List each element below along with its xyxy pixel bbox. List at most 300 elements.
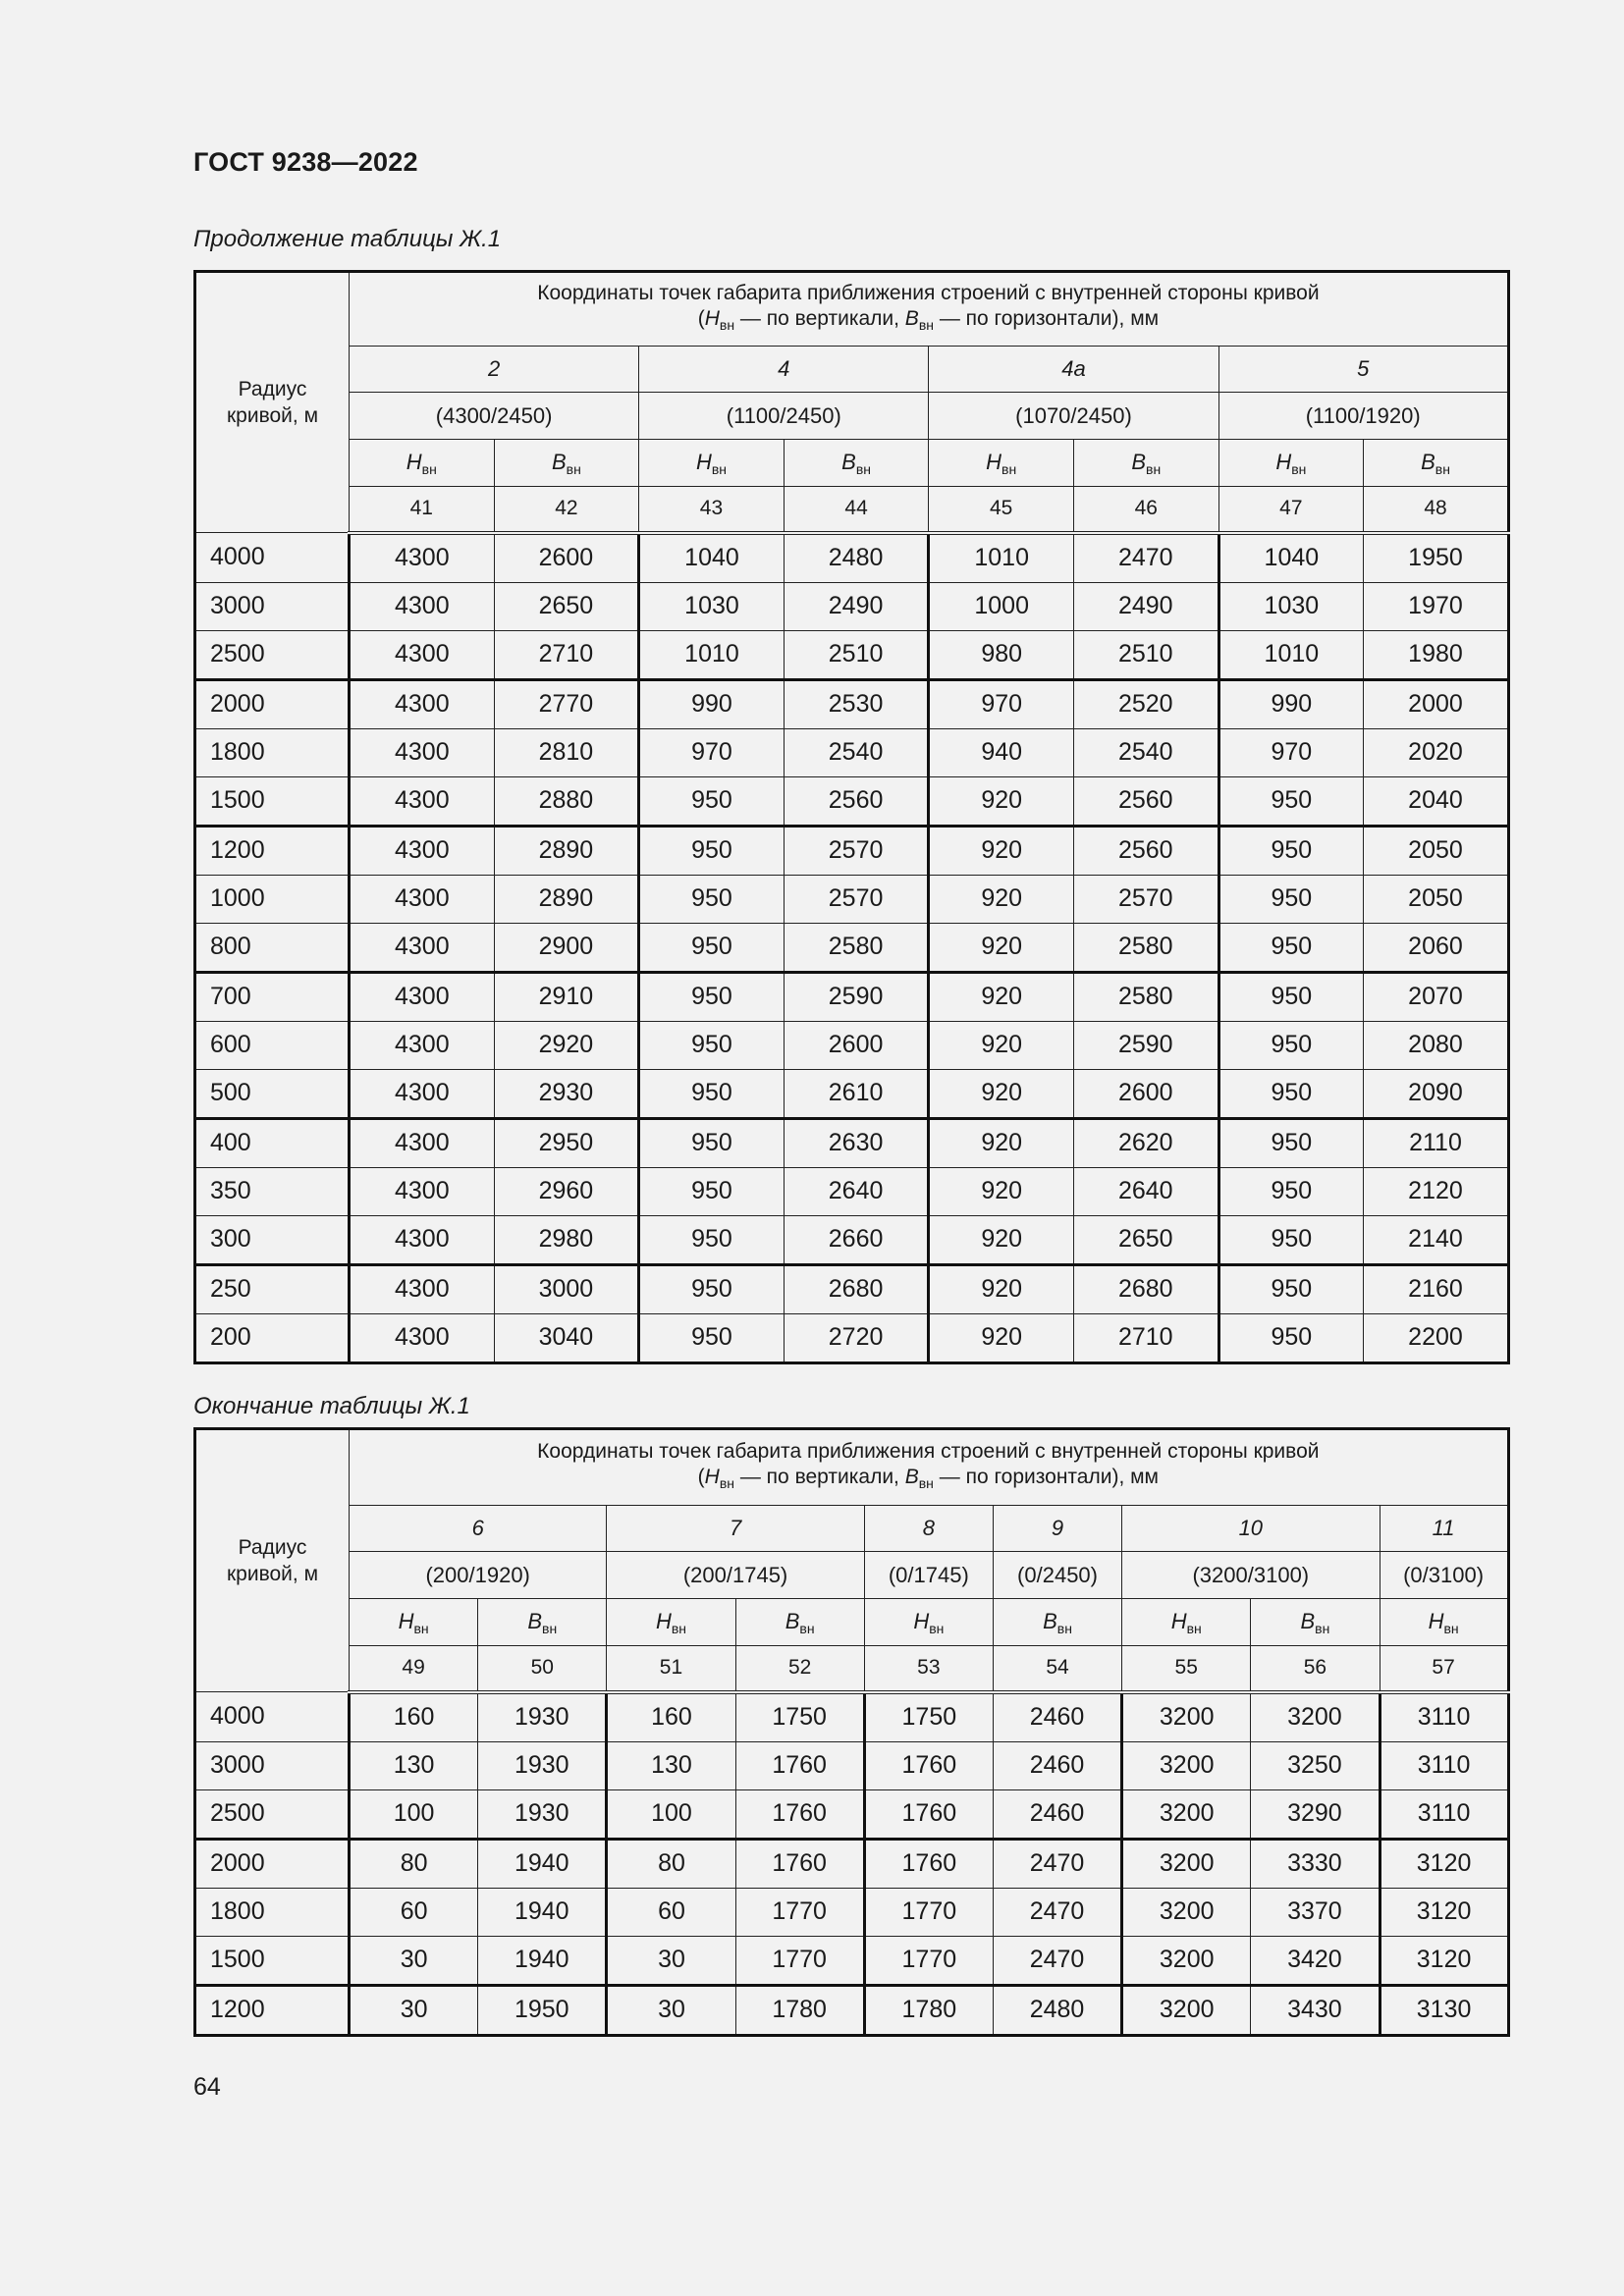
point-params: (0/3100) xyxy=(1380,1552,1508,1599)
value-cell: 3200 xyxy=(1251,1692,1380,1742)
value-cell: 990 xyxy=(1218,679,1364,728)
radius-cell: 1800 xyxy=(195,728,350,776)
table-row xyxy=(195,1313,1509,1362)
value-cell: 2080 xyxy=(1364,1021,1509,1069)
value-cell: 4300 xyxy=(350,630,495,679)
table2-body xyxy=(195,1692,1509,2036)
table-row xyxy=(195,1936,1509,1985)
value-cell: 4300 xyxy=(350,923,495,972)
value-cell: 2960 xyxy=(494,1167,639,1215)
value-cell: 2630 xyxy=(784,1118,929,1167)
b-variable: $B_{вн}$ xyxy=(993,1599,1121,1646)
value-cell: 2490 xyxy=(1073,582,1218,630)
value-cell: 1930 xyxy=(478,1789,607,1839)
table-row xyxy=(195,923,1509,972)
column-number: 45 xyxy=(929,487,1074,533)
column-number: 44 xyxy=(784,487,929,533)
value-cell: 1750 xyxy=(864,1692,993,1742)
value-cell: 1040 xyxy=(639,533,785,583)
value-cell: 4300 xyxy=(350,728,495,776)
table-row xyxy=(195,875,1509,923)
table-row xyxy=(195,728,1509,776)
table-row xyxy=(195,1215,1509,1264)
value-cell: 2200 xyxy=(1364,1313,1509,1362)
value-cell: 2460 xyxy=(993,1789,1121,1839)
table-row xyxy=(195,776,1509,826)
point-number: 6 xyxy=(350,1506,607,1552)
value-cell: 1040 xyxy=(1218,533,1364,583)
value-cell: 2710 xyxy=(494,630,639,679)
value-cell: 2650 xyxy=(494,582,639,630)
point-number: 2 xyxy=(350,347,639,393)
value-cell: 130 xyxy=(607,1741,735,1789)
b-variable: $B_{вн}$ xyxy=(784,440,929,487)
value-cell: 2650 xyxy=(1073,1215,1218,1264)
value-cell: 3200 xyxy=(1122,1741,1251,1789)
value-cell: 950 xyxy=(1218,1167,1364,1215)
value-cell: 920 xyxy=(929,776,1074,826)
radius-cell: 200 xyxy=(195,1313,350,1362)
point-params: (3200/3100) xyxy=(1122,1552,1380,1599)
value-cell: 2050 xyxy=(1364,826,1509,875)
value-cell: 4300 xyxy=(350,1118,495,1167)
value-cell: 4300 xyxy=(350,1021,495,1069)
radius-header: Радиус кривой, м xyxy=(195,272,350,533)
value-cell: 1760 xyxy=(735,1839,864,1888)
column-number: 49 xyxy=(350,1646,478,1692)
value-cell: 2950 xyxy=(494,1118,639,1167)
value-cell: 2020 xyxy=(1364,728,1509,776)
b-variable: $B_{вн}$ xyxy=(735,1599,864,1646)
value-cell: 1010 xyxy=(1218,630,1364,679)
value-cell: 4300 xyxy=(350,1264,495,1313)
value-cell: 160 xyxy=(607,1692,735,1742)
value-cell: 920 xyxy=(929,826,1074,875)
value-cell: 1010 xyxy=(639,630,785,679)
value-cell: 4300 xyxy=(350,533,495,583)
value-cell: 3200 xyxy=(1122,1839,1251,1888)
value-cell: 2600 xyxy=(1073,1069,1218,1118)
value-cell: 2530 xyxy=(784,679,929,728)
value-cell: 2680 xyxy=(784,1264,929,1313)
table-row xyxy=(195,1118,1509,1167)
point-params-row xyxy=(195,393,1509,440)
value-cell: 4300 xyxy=(350,826,495,875)
value-cell: 4300 xyxy=(350,875,495,923)
value-cell: 2520 xyxy=(1073,679,1218,728)
column-number: 47 xyxy=(1218,487,1364,533)
column-number: 41 xyxy=(350,487,495,533)
value-cell: 2640 xyxy=(784,1167,929,1215)
value-cell: 60 xyxy=(350,1888,478,1936)
value-cell: 1770 xyxy=(735,1888,864,1936)
value-cell: 970 xyxy=(639,728,785,776)
column-number: 46 xyxy=(1073,487,1218,533)
value-cell: 4300 xyxy=(350,1069,495,1118)
radius-cell: 3000 xyxy=(195,1741,350,1789)
value-cell: 2460 xyxy=(993,1692,1121,1742)
table-row xyxy=(195,1789,1509,1839)
table2 xyxy=(193,1427,1510,2037)
value-cell: 1950 xyxy=(478,1985,607,2035)
value-cell: 2600 xyxy=(494,533,639,583)
value-cell: 1030 xyxy=(1218,582,1364,630)
table-row xyxy=(195,1021,1509,1069)
value-cell: 160 xyxy=(350,1692,478,1742)
value-cell: 1010 xyxy=(929,533,1074,583)
value-cell: 950 xyxy=(639,1118,785,1167)
value-cell: 920 xyxy=(929,923,1074,972)
point-number: 9 xyxy=(993,1506,1121,1552)
table-row xyxy=(195,972,1509,1021)
value-cell: 920 xyxy=(929,875,1074,923)
value-cell: 3290 xyxy=(1251,1789,1380,1839)
point-number: 4 xyxy=(639,347,929,393)
column-number: 51 xyxy=(607,1646,735,1692)
value-cell: 950 xyxy=(639,1215,785,1264)
column-number-row xyxy=(195,1646,1509,1692)
b-variable: $B_{вн}$ xyxy=(494,440,639,487)
value-cell: 2470 xyxy=(993,1888,1121,1936)
radius-cell: 800 xyxy=(195,923,350,972)
radius-cell: 600 xyxy=(195,1021,350,1069)
value-cell: 2980 xyxy=(494,1215,639,1264)
value-cell: 950 xyxy=(1218,776,1364,826)
value-cell: 2110 xyxy=(1364,1118,1509,1167)
radius-cell: 1500 xyxy=(195,776,350,826)
table2-caption: Окончание таблицы Ж.1 xyxy=(193,1393,470,1419)
value-cell: 2900 xyxy=(494,923,639,972)
table-row xyxy=(195,582,1509,630)
value-cell: 2050 xyxy=(1364,875,1509,923)
value-cell: 100 xyxy=(350,1789,478,1839)
b-variable: $B_{вн}$ xyxy=(1073,440,1218,487)
value-cell: 2580 xyxy=(1073,972,1218,1021)
value-cell: 2890 xyxy=(494,875,639,923)
column-number: 42 xyxy=(494,487,639,533)
radius-cell: 1200 xyxy=(195,826,350,875)
value-cell: 940 xyxy=(929,728,1074,776)
radius-cell: 350 xyxy=(195,1167,350,1215)
h-variable: $H_{вн}$ xyxy=(350,440,495,487)
value-cell: 950 xyxy=(639,923,785,972)
value-cell: 2090 xyxy=(1364,1069,1509,1118)
b-variable: $B_{вн}$ xyxy=(478,1599,607,1646)
value-cell: 2910 xyxy=(494,972,639,1021)
b-variable: $B_{вн}$ xyxy=(1364,440,1509,487)
value-cell: 3130 xyxy=(1380,1985,1508,2035)
value-cell: 2930 xyxy=(494,1069,639,1118)
value-cell: 2470 xyxy=(993,1936,1121,1985)
value-cell: 950 xyxy=(639,1167,785,1215)
value-cell: 1780 xyxy=(735,1985,864,2035)
table1-body xyxy=(195,533,1509,1363)
table-row xyxy=(195,1839,1509,1888)
point-params: (200/1745) xyxy=(607,1552,864,1599)
value-cell: 4300 xyxy=(350,582,495,630)
b-variable: $B_{вн}$ xyxy=(1251,1599,1380,1646)
value-cell: 3120 xyxy=(1380,1839,1508,1888)
value-cell: 2040 xyxy=(1364,776,1509,826)
value-cell: 950 xyxy=(1218,972,1364,1021)
value-cell: 2570 xyxy=(784,875,929,923)
value-cell: 2510 xyxy=(1073,630,1218,679)
value-cell: 2580 xyxy=(784,923,929,972)
value-cell: 2000 xyxy=(1364,679,1509,728)
table1-caption: Продолжение таблицы Ж.1 xyxy=(193,226,502,252)
h-variable: $H_{вн}$ xyxy=(1122,1599,1251,1646)
table-row xyxy=(195,1264,1509,1313)
value-cell: 60 xyxy=(607,1888,735,1936)
table-row xyxy=(195,630,1509,679)
value-cell: 30 xyxy=(350,1985,478,2035)
column-number: 55 xyxy=(1122,1646,1251,1692)
value-cell: 2600 xyxy=(784,1021,929,1069)
value-cell: 1760 xyxy=(864,1741,993,1789)
column-number-row xyxy=(195,487,1509,533)
radius-cell: 1000 xyxy=(195,875,350,923)
value-cell: 3110 xyxy=(1380,1789,1508,1839)
column-number: 52 xyxy=(735,1646,864,1692)
value-cell: 1980 xyxy=(1364,630,1509,679)
value-cell: 2890 xyxy=(494,826,639,875)
value-cell: 3110 xyxy=(1380,1741,1508,1789)
value-cell: 130 xyxy=(350,1741,478,1789)
point-number-row xyxy=(195,1506,1509,1552)
value-cell: 2560 xyxy=(1073,776,1218,826)
value-cell: 2480 xyxy=(784,533,929,583)
h-variable: $H_{вн}$ xyxy=(864,1599,993,1646)
value-cell: 920 xyxy=(929,972,1074,1021)
point-params: (200/1920) xyxy=(350,1552,607,1599)
value-cell: 920 xyxy=(929,1264,1074,1313)
point-params: (1100/2450) xyxy=(639,393,929,440)
value-cell: 3200 xyxy=(1122,1985,1251,2035)
value-cell: 2620 xyxy=(1073,1118,1218,1167)
table-row xyxy=(195,1741,1509,1789)
value-cell: 920 xyxy=(929,1167,1074,1215)
variable-row xyxy=(195,1599,1509,1646)
value-cell: 950 xyxy=(639,776,785,826)
point-number: 11 xyxy=(1380,1506,1508,1552)
value-cell: 950 xyxy=(1218,1313,1364,1362)
value-cell: 3120 xyxy=(1380,1936,1508,1985)
value-cell: 1940 xyxy=(478,1936,607,1985)
table-row xyxy=(195,679,1509,728)
radius-cell: 400 xyxy=(195,1118,350,1167)
value-cell: 920 xyxy=(929,1021,1074,1069)
value-cell: 1030 xyxy=(639,582,785,630)
h-variable: $H_{вн}$ xyxy=(1218,440,1364,487)
value-cell: 2160 xyxy=(1364,1264,1509,1313)
value-cell: 1760 xyxy=(735,1789,864,1839)
value-cell: 950 xyxy=(639,826,785,875)
radius-cell: 4000 xyxy=(195,533,350,583)
value-cell: 1970 xyxy=(1364,582,1509,630)
value-cell: 3250 xyxy=(1251,1741,1380,1789)
value-cell: 30 xyxy=(350,1936,478,1985)
value-cell: 950 xyxy=(639,1069,785,1118)
point-params: (0/2450) xyxy=(993,1552,1121,1599)
value-cell: 1930 xyxy=(478,1741,607,1789)
value-cell: 970 xyxy=(929,679,1074,728)
value-cell: 4300 xyxy=(350,1215,495,1264)
point-number: 10 xyxy=(1122,1506,1380,1552)
value-cell: 2540 xyxy=(784,728,929,776)
value-cell: 920 xyxy=(929,1118,1074,1167)
h-variable: $H_{вн}$ xyxy=(929,440,1074,487)
value-cell: 30 xyxy=(607,1985,735,2035)
value-cell: 1750 xyxy=(735,1692,864,1742)
value-cell: 1950 xyxy=(1364,533,1509,583)
coordinates-header: Координаты точек габарита приближения строений с внутренней стороны кривой ($H_{вн}$ — по вертикали, $B_{вн}$ — по горизонтали), мм xyxy=(350,1429,1509,1506)
value-cell: 3120 xyxy=(1380,1888,1508,1936)
value-cell: 3000 xyxy=(494,1264,639,1313)
value-cell: 920 xyxy=(929,1215,1074,1264)
h-variable: $H_{вн}$ xyxy=(607,1599,735,1646)
value-cell: 3370 xyxy=(1251,1888,1380,1936)
page-number: 64 xyxy=(193,2073,221,2101)
value-cell: 30 xyxy=(607,1936,735,1985)
value-cell: 2640 xyxy=(1073,1167,1218,1215)
value-cell: 2540 xyxy=(1073,728,1218,776)
value-cell: 3200 xyxy=(1122,1936,1251,1985)
column-number: 54 xyxy=(993,1646,1121,1692)
value-cell: 1760 xyxy=(864,1839,993,1888)
point-number: 7 xyxy=(607,1506,864,1552)
point-params: (0/1745) xyxy=(864,1552,993,1599)
column-number: 56 xyxy=(1251,1646,1380,1692)
column-number: 50 xyxy=(478,1646,607,1692)
h-variable: $H_{вн}$ xyxy=(639,440,785,487)
value-cell: 4300 xyxy=(350,972,495,1021)
value-cell: 920 xyxy=(929,1313,1074,1362)
value-cell: 4300 xyxy=(350,679,495,728)
value-cell: 2560 xyxy=(1073,826,1218,875)
radius-cell: 3000 xyxy=(195,582,350,630)
value-cell: 1940 xyxy=(478,1888,607,1936)
value-cell: 3430 xyxy=(1251,1985,1380,2035)
radius-cell: 2500 xyxy=(195,630,350,679)
point-params: (4300/2450) xyxy=(350,393,639,440)
table-row xyxy=(195,826,1509,875)
column-number: 48 xyxy=(1364,487,1509,533)
point-number-row xyxy=(195,347,1509,393)
radius-cell: 2500 xyxy=(195,1789,350,1839)
radius-cell: 2000 xyxy=(195,679,350,728)
value-cell: 2610 xyxy=(784,1069,929,1118)
value-cell: 950 xyxy=(639,1021,785,1069)
document-title: ГОСТ 9238—2022 xyxy=(193,147,418,177)
value-cell: 80 xyxy=(607,1839,735,1888)
value-cell: 950 xyxy=(1218,923,1364,972)
value-cell: 950 xyxy=(1218,1215,1364,1264)
value-cell: 980 xyxy=(929,630,1074,679)
value-cell: 2570 xyxy=(1073,875,1218,923)
value-cell: 4300 xyxy=(350,1167,495,1215)
radius-cell: 2000 xyxy=(195,1839,350,1888)
radius-cell: 700 xyxy=(195,972,350,1021)
value-cell: 2470 xyxy=(993,1839,1121,1888)
value-cell: 950 xyxy=(1218,1118,1364,1167)
value-cell: 80 xyxy=(350,1839,478,1888)
value-cell: 2580 xyxy=(1073,923,1218,972)
value-cell: 3330 xyxy=(1251,1839,1380,1888)
value-cell: 1000 xyxy=(929,582,1074,630)
value-cell: 4300 xyxy=(350,776,495,826)
value-cell: 950 xyxy=(1218,1069,1364,1118)
radius-cell: 1500 xyxy=(195,1936,350,1985)
value-cell: 2470 xyxy=(1073,533,1218,583)
value-cell: 2510 xyxy=(784,630,929,679)
value-cell: 950 xyxy=(639,972,785,1021)
value-cell: 100 xyxy=(607,1789,735,1839)
value-cell: 2120 xyxy=(1364,1167,1509,1215)
value-cell: 2590 xyxy=(1073,1021,1218,1069)
value-cell: 2660 xyxy=(784,1215,929,1264)
table1 xyxy=(193,270,1510,1364)
table-row xyxy=(195,1069,1509,1118)
radius-cell: 500 xyxy=(195,1069,350,1118)
value-cell: 970 xyxy=(1218,728,1364,776)
value-cell: 2480 xyxy=(993,1985,1121,2035)
radius-cell: 1200 xyxy=(195,1985,350,2035)
table-row xyxy=(195,1888,1509,1936)
column-number: 43 xyxy=(639,487,785,533)
value-cell: 950 xyxy=(1218,1264,1364,1313)
column-number: 53 xyxy=(864,1646,993,1692)
radius-header: Радиус кривой, м xyxy=(195,1429,350,1692)
h-variable: $H_{вн}$ xyxy=(1380,1599,1508,1646)
value-cell: 950 xyxy=(1218,1021,1364,1069)
value-cell: 1770 xyxy=(864,1936,993,1985)
value-cell: 2590 xyxy=(784,972,929,1021)
variable-row xyxy=(195,440,1509,487)
value-cell: 950 xyxy=(1218,875,1364,923)
value-cell: 1780 xyxy=(864,1985,993,2035)
point-params-row xyxy=(195,1552,1509,1599)
value-cell: 2070 xyxy=(1364,972,1509,1021)
radius-cell: 4000 xyxy=(195,1692,350,1742)
point-params: (1070/2450) xyxy=(929,393,1218,440)
value-cell: 1930 xyxy=(478,1692,607,1742)
value-cell: 1760 xyxy=(735,1741,864,1789)
coordinates-header: Координаты точек габарита приближения строений с внутренней стороны кривой ($H_{вн}$ — по вертикали, $B_{вн}$ — по горизонтали), мм xyxy=(350,272,1509,347)
value-cell: 4300 xyxy=(350,1313,495,1362)
radius-cell: 250 xyxy=(195,1264,350,1313)
value-cell: 2570 xyxy=(784,826,929,875)
value-cell: 2920 xyxy=(494,1021,639,1069)
value-cell: 990 xyxy=(639,679,785,728)
value-cell: 2810 xyxy=(494,728,639,776)
table-row xyxy=(195,533,1509,583)
value-cell: 2490 xyxy=(784,582,929,630)
point-number: 8 xyxy=(864,1506,993,1552)
value-cell: 2140 xyxy=(1364,1215,1509,1264)
value-cell: 950 xyxy=(1218,826,1364,875)
value-cell: 950 xyxy=(639,875,785,923)
value-cell: 1770 xyxy=(735,1936,864,1985)
value-cell: 2560 xyxy=(784,776,929,826)
value-cell: 2710 xyxy=(1073,1313,1218,1362)
value-cell: 2720 xyxy=(784,1313,929,1362)
value-cell: 1940 xyxy=(478,1839,607,1888)
value-cell: 2880 xyxy=(494,776,639,826)
value-cell: 3200 xyxy=(1122,1789,1251,1839)
value-cell: 2460 xyxy=(993,1741,1121,1789)
table-row xyxy=(195,1692,1509,1742)
radius-cell: 1800 xyxy=(195,1888,350,1936)
